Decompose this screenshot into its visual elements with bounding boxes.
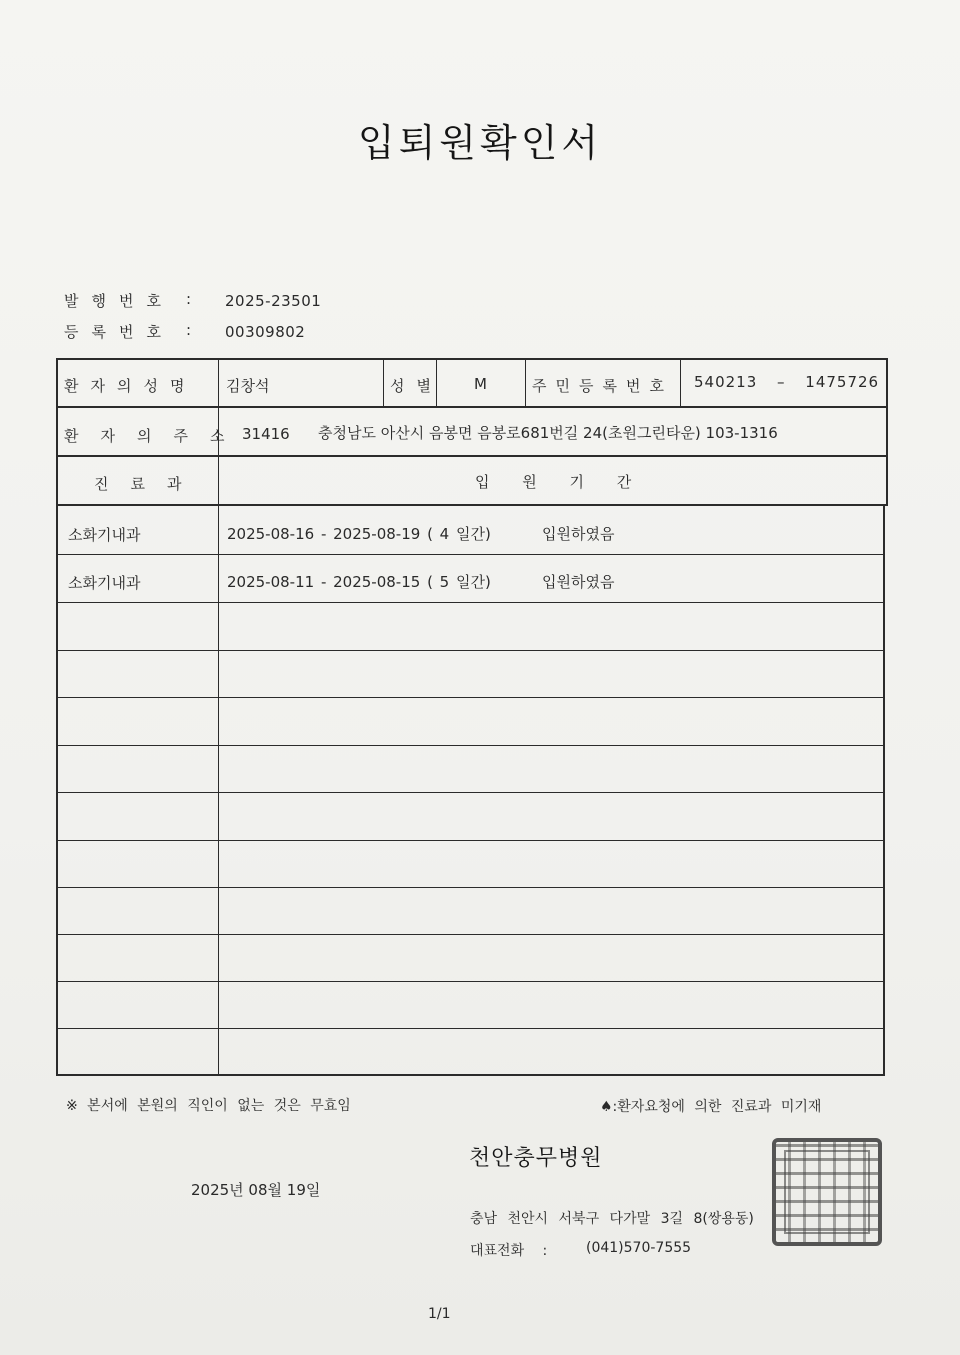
row-divider bbox=[56, 406, 888, 408]
col-divider bbox=[680, 358, 681, 407]
patient-name-label: 환자의성명 bbox=[64, 377, 197, 395]
row-divider bbox=[56, 981, 885, 982]
patient-address: 충청남도 아산시 음봉면 음봉로681번길 24(초원그린타운) 103-1316 bbox=[318, 424, 778, 442]
row-divider bbox=[56, 697, 885, 698]
row-divider bbox=[56, 792, 885, 793]
row1-note: 입원하였음 bbox=[542, 525, 615, 543]
patient-rrn: 540213 – 1475726 bbox=[694, 373, 880, 391]
row-divider bbox=[56, 887, 885, 888]
row-divider bbox=[56, 554, 885, 555]
registration-colon: : bbox=[186, 321, 192, 339]
page-number: 1/1 bbox=[428, 1306, 451, 1322]
phone-label: 대표전화 : bbox=[470, 1243, 548, 1259]
row-divider bbox=[56, 650, 885, 651]
row-divider bbox=[56, 1028, 885, 1029]
patient-name: 김창석 bbox=[226, 377, 270, 395]
col-divider bbox=[218, 358, 219, 1076]
issue-date: 2025년 08월 19일 bbox=[191, 1181, 321, 1199]
row1-dept: 소화기내과 bbox=[68, 526, 141, 544]
rrn-label: 주민등록번호 bbox=[532, 377, 673, 395]
phone-number: (041)570-7555 bbox=[586, 1240, 692, 1256]
row2-note: 입원하였음 bbox=[542, 573, 615, 591]
address-label: 환자의주소 bbox=[64, 427, 247, 445]
period-header: 입 원 기 간 bbox=[475, 473, 632, 491]
row-divider bbox=[56, 934, 885, 935]
issue-number-label: 발행번호 bbox=[64, 292, 174, 310]
row2-period: 2025-08-11 - 2025-08-15 ( 5 일간) bbox=[227, 573, 491, 591]
issue-colon: : bbox=[186, 290, 192, 308]
issue-number: 2025-23501 bbox=[225, 292, 322, 310]
document-title: 입퇴원확인서 bbox=[357, 121, 603, 165]
zip-code: 31416 bbox=[242, 425, 290, 443]
sex-label: 성별 bbox=[390, 377, 443, 395]
row2-dept: 소화기내과 bbox=[68, 574, 141, 592]
table-border-right-upper bbox=[886, 358, 888, 506]
dept-header: 진료과 bbox=[94, 475, 204, 493]
col-divider bbox=[383, 358, 384, 407]
validity-notice: ※ 본서에 본원의 직인이 없는 것은 무효임 bbox=[66, 1098, 351, 1114]
registration-number-label: 등록번호 bbox=[64, 323, 174, 341]
patient-sex: M bbox=[474, 375, 487, 393]
row-divider bbox=[56, 602, 885, 603]
hospital-address: 충남 천안시 서북구 다가말 3길 8(쌍용동) bbox=[470, 1211, 754, 1227]
row1-period: 2025-08-16 - 2025-08-19 ( 4 일간) bbox=[227, 525, 491, 543]
hospital-seal-stamp bbox=[772, 1138, 882, 1246]
dept-note: ♠:환자요청에 의한 진료과 미기재 bbox=[600, 1099, 822, 1115]
row-divider bbox=[56, 840, 885, 841]
row-divider bbox=[56, 455, 888, 457]
table-border-right-lower bbox=[883, 504, 885, 1076]
row-divider bbox=[56, 504, 888, 506]
table-border-top bbox=[56, 358, 888, 360]
hospital-name: 천안충무병원 bbox=[469, 1146, 603, 1171]
table-border-left bbox=[56, 358, 58, 1076]
registration-number: 00309802 bbox=[225, 323, 306, 341]
table-border-bottom bbox=[58, 1074, 884, 1076]
row-divider bbox=[56, 745, 885, 746]
col-divider bbox=[525, 358, 526, 407]
